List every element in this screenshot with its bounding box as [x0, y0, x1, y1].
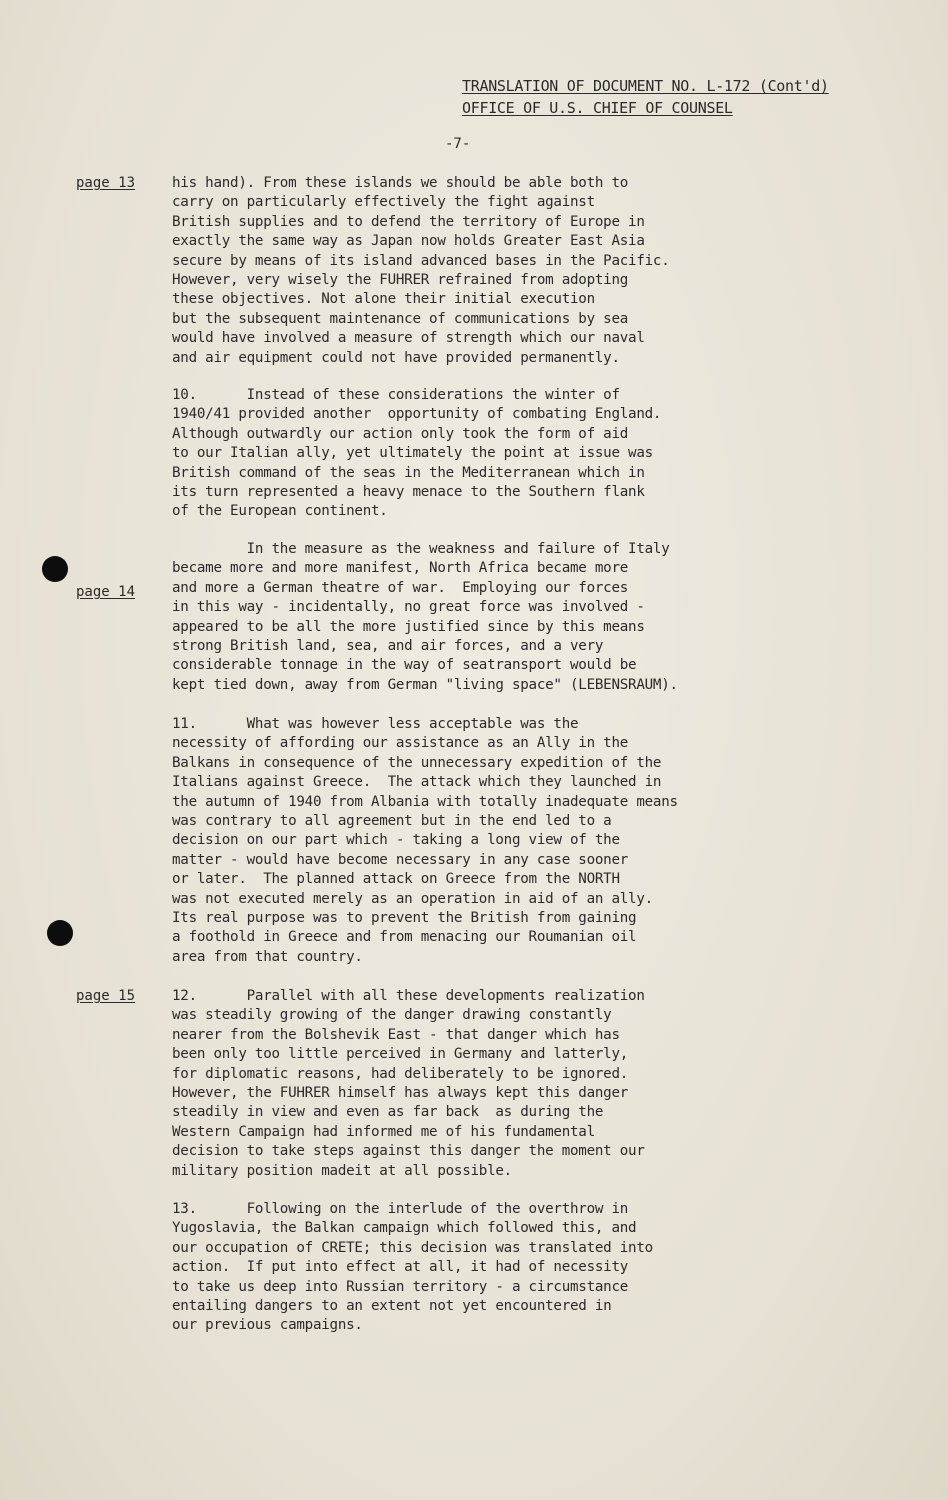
text-line: decision to take steps against this danger the moment our	[172, 1143, 645, 1160]
text-line: and more a German theatre of war. Employing our forces	[172, 579, 629, 596]
page-number: -7-	[445, 136, 471, 152]
text-line: our previous campaigns.	[172, 1317, 363, 1334]
text-line: in this way - incidentally, no great force was involved -	[172, 599, 645, 616]
text-line: considerable tonnage in the way of seatransport would be	[172, 657, 637, 674]
text-line: to our Italian ally, yet ultimately the point at issue was	[172, 445, 653, 462]
text-line: 1940/41 provided another opportunity of combating England.	[172, 406, 662, 423]
header-translation-line: TRANSLATION OF DOCUMENT NO. L-172 (Cont'd)	[462, 77, 829, 95]
text-line: became more and more manifest, North Africa became more	[172, 560, 629, 577]
text-line: matter - would have become necessary in any case sooner	[172, 851, 629, 868]
text-line: British command of the seas in the Mediterranean which in	[172, 464, 645, 481]
text-line: Italians against Greece. The attack which they launched in	[172, 774, 662, 791]
text-line: However, very wisely the FUHRER refrained from adopting	[172, 272, 629, 289]
margin-ref-page-13: page 13	[76, 175, 136, 191]
text-line: was contrary to all agreement but in the end led to a	[172, 813, 612, 830]
text-line: been only too little perceived in Germany and latterly,	[172, 1046, 629, 1063]
text-line: entailing dangers to an extent not yet encountered in	[172, 1298, 612, 1315]
text-line: appeared to be all the more justified since by this means	[172, 618, 645, 635]
text-line: Western Campaign had informed me of his fundamental	[172, 1123, 595, 1140]
text-line: military position madeit at all possible.	[172, 1162, 512, 1179]
text-line: its turn represented a heavy menace to the Southern flank	[172, 484, 645, 501]
text-line: Balkans in consequence of the unnecessary expedition of the	[172, 754, 662, 771]
text-line: secure by means of its island advanced bases in the Pacific.	[172, 252, 670, 269]
text-line: 13. Following on the interlude of the overthrow in	[172, 1201, 629, 1217]
text-line: 10. Instead of these considerations the winter of	[172, 387, 620, 403]
text-line: exactly the same way as Japan now holds Greater East Asia	[172, 233, 645, 250]
text-line: action. If put into effect at all, it had of necessity	[172, 1259, 629, 1276]
margin-ref-page-15: page 15	[76, 988, 136, 1004]
text-line: of the European continent.	[172, 503, 388, 520]
text-line: these objectives. Not alone their initial execution	[172, 291, 595, 308]
text-line: necessity of affording our assistance as an Ally in the	[172, 735, 629, 752]
text-line: nearer from the Bolshevik East - that danger which has	[172, 1026, 620, 1043]
text-line: or later. The planned attack on Greece from the NORTH	[172, 871, 620, 888]
paragraph-continuation	[172, 174, 792, 368]
margin-ref-page-14: page 14	[76, 584, 136, 600]
punch-hole-upper	[42, 556, 68, 582]
text-line: 12. Parallel with all these developments realization	[172, 988, 645, 1004]
paragraph-10	[172, 386, 792, 522]
text-line: Its real purpose was to prevent the British from gaining	[172, 910, 637, 927]
text-line: However, the FUHRER himself has always kept this danger	[172, 1085, 629, 1102]
text-line: was steadily growing of the danger drawing constantly	[172, 1007, 612, 1024]
text-line: the autumn of 1940 from Albania with totally inadequate means	[172, 793, 678, 810]
text-line: would have involved a measure of strength which our naval	[172, 330, 645, 347]
text-line: for diplomatic reasons, had deliberately to be ignored.	[172, 1065, 629, 1082]
punch-hole-lower	[47, 920, 73, 946]
header-office-line: OFFICE OF U.S. CHIEF OF COUNSEL	[462, 99, 733, 117]
text-line: kept tied down, away from German "living space" (LEBENSRAUM).	[172, 676, 678, 693]
text-line: British supplies and to defend the territory of Europe in	[172, 213, 645, 230]
text-line: decision on our part which - taking a long view of the	[172, 832, 620, 849]
paragraph-north-africa	[172, 540, 792, 695]
text-line: to take us deep into Russian territory - a circumstance	[172, 1278, 629, 1295]
text-line: steadily in view and even as far back as during the	[172, 1104, 604, 1121]
document-header	[462, 75, 829, 119]
paragraph-12	[172, 987, 792, 1181]
text-line: strong British land, sea, and air forces, and a very	[172, 638, 604, 655]
text-line: but the subsequent maintenance of communications by sea	[172, 310, 629, 327]
text-line: our occupation of CRETE; this decision was translated into	[172, 1239, 653, 1256]
paragraph-11	[172, 715, 792, 967]
paragraph-13	[172, 1200, 792, 1336]
text-line: area from that country.	[172, 948, 363, 965]
text-line: In the measure as the weakness and failure of Italy	[172, 541, 670, 557]
text-line: was not executed merely as an operation in aid of an ally.	[172, 890, 653, 907]
text-line: Yugoslavia, the Balkan campaign which followed this, and	[172, 1220, 637, 1237]
text-line: Although outwardly our action only took the form of aid	[172, 425, 629, 442]
text-line: his hand). From these islands we should be able both to	[172, 175, 629, 191]
text-line: and air equipment could not have provided permanently.	[172, 349, 620, 366]
text-line: a foothold in Greece and from menacing our Roumanian oil	[172, 929, 637, 946]
text-line: carry on particularly effectively the fight against	[172, 194, 595, 211]
text-line: 11. What was however less acceptable was the	[172, 716, 579, 732]
